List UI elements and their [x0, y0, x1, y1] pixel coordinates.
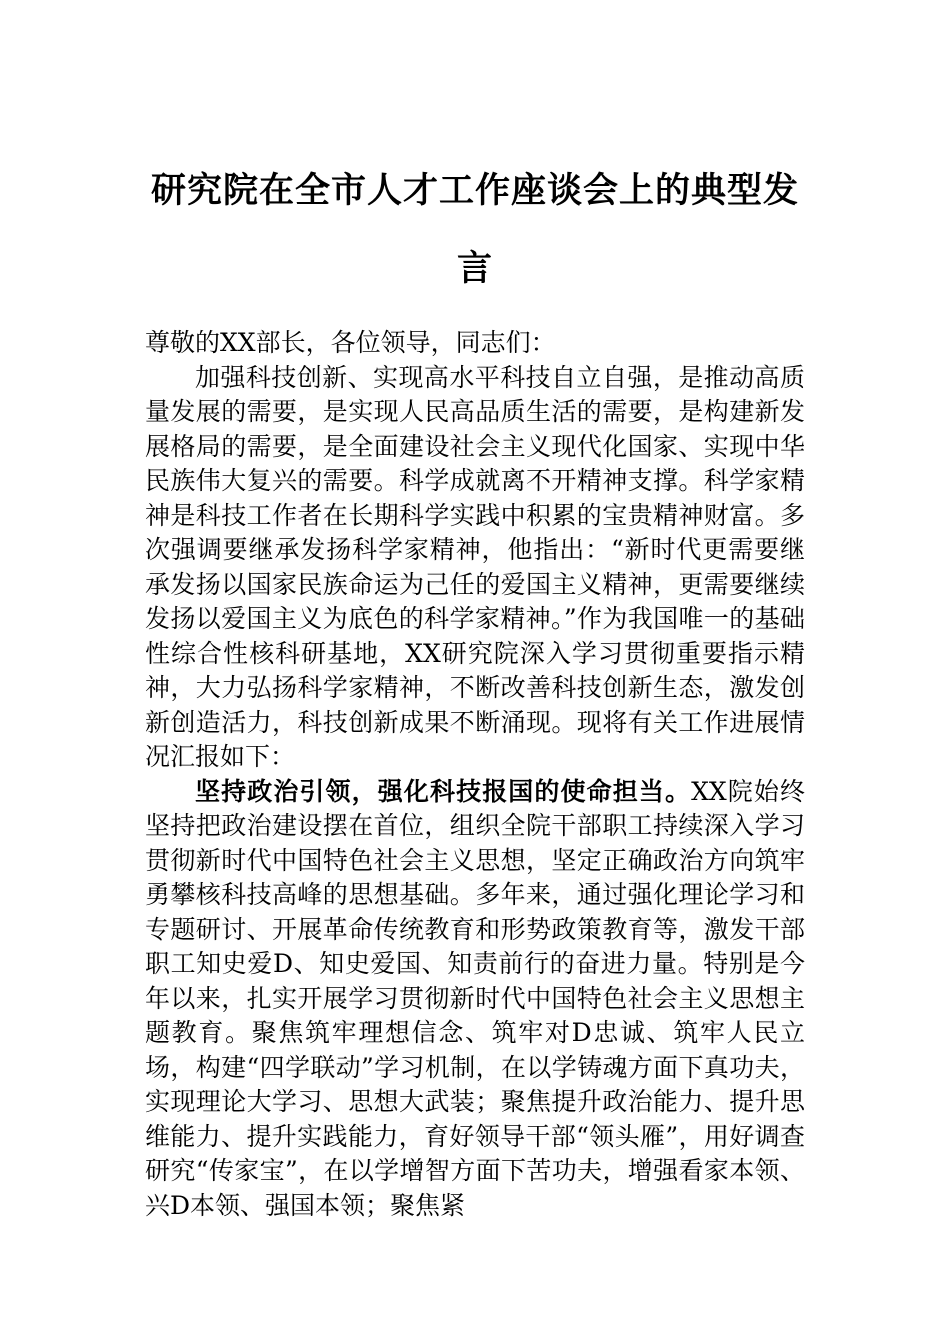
salutation: 尊敬的XX部长，各位领导，同志们： — [145, 328, 556, 357]
document-body — [145, 326, 805, 1223]
document-title: 研究院在全市人才工作座谈会上的典型发言 — [150, 170, 799, 289]
paragraph-lead-heading: 坚持政治引领，强化科技报国的使命担当。 — [195, 776, 692, 806]
paragraph-body-text: XX院始终坚持把政治建设摆在首位，组织全院干部职工持续深入学习贯彻新时代中国特色社会主义思想，坚定正确政治方向筑牢勇攀核科技高峰的思想基础。多年来，通过强化理论学习和专题研讨、开展革命传统教育和形势政策教育等，激发干部职工知史爱D、知史爱国、知责前行的奋进力量。特别是今年以来，扎实开展学习贯彻新时代中国特色社会主义思想主题教育。聚焦筑牢理想信念、筑牢对D忠诚、筑牢人民立场，构建“四学联动”学习机制，在以学铸魂方面下真功夫，实现理论大学习、思想大武装；聚焦提升政治能力、提升思维能力、提升实践能力，育好领导干部“领头雁”，用好调查研究“传家宝”，在以学增智方面下苦功夫，增强看家本领、兴D本领、强国本领；聚焦紧 — [145, 776, 805, 1220]
paragraph-political-guidance — [145, 775, 805, 1224]
paragraph-intro: 加强科技创新、实现高水平科技自立自强，是推动高质量发展的需要，是实现人民高品质生活的需要，是构建新发展格局的需要，是全面建设社会主义现代化国家、实现中华民族伟大复兴的需要。科学成就离不开精神支撑。科学家精神是科技工作者在长期科学实践中积累的宝贵精神财富。多次强调要继承发扬科学家精神，他指出：“新时代更需要继承发扬以国家民族命运为己任的爱国主义精神，更需要继续发扬以爱国主义为底色的科学家精神。”作为我国唯一的基础性综合性核科研基地，XX研究院深入学习贯彻重要指示精神，大力弘扬科学家精神，不断改善科技创新生态，激发创新创造活力，科技创新成果不断涌现。现将有关工作进展情况汇报如下： — [145, 362, 805, 771]
